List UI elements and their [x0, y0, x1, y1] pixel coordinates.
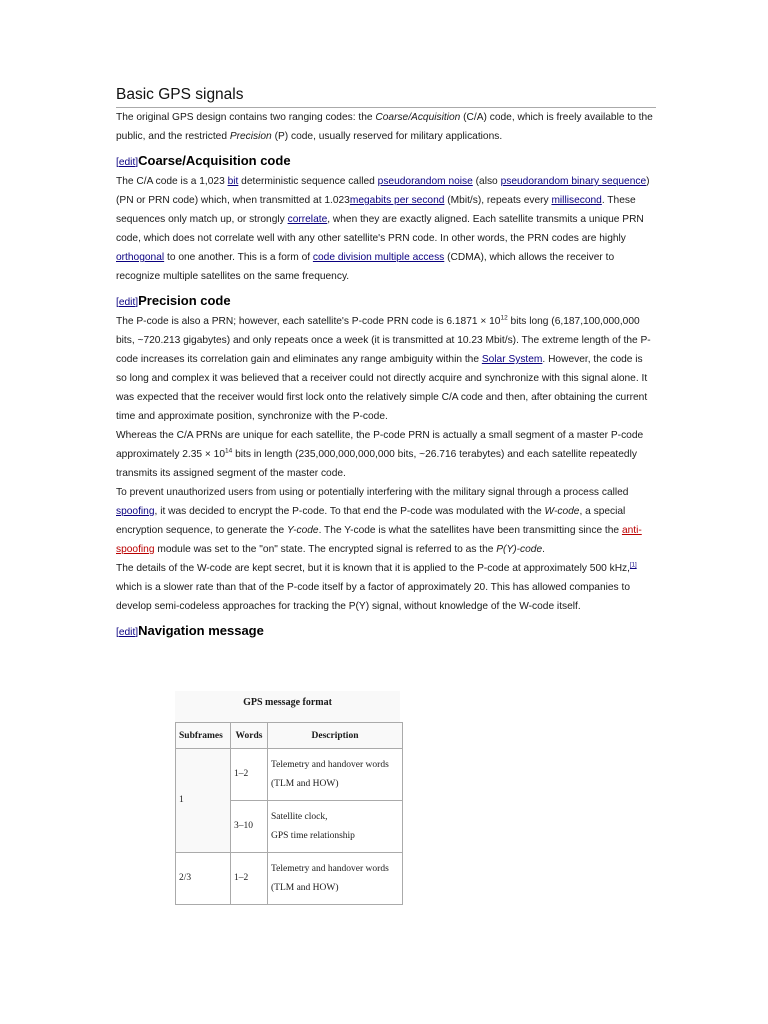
text: , a special encryption sequence, to generate the	[116, 506, 626, 536]
italic-term: P(Y)-code	[496, 544, 543, 555]
text: module was set to the "on" state. The encrypted signal is referred to as the	[154, 544, 497, 555]
link-pseudorandom-noise[interactable]: pseudorandom noise	[377, 176, 473, 187]
table-row	[176, 853, 403, 905]
description-line: GPS time relationship	[271, 830, 355, 841]
text: (Mbit/s), repeats every	[444, 195, 552, 206]
table-caption: GPS message format	[175, 691, 400, 722]
bracket: [	[116, 297, 119, 308]
section-title: Precision code	[138, 293, 231, 308]
cell-description	[268, 853, 403, 905]
text: ) (PN or PRN code) which, when transmitted at 1.023	[116, 176, 650, 206]
cell-description	[268, 801, 403, 853]
description-line: (TLM and HOW)	[271, 778, 339, 789]
section-heading-navigation	[116, 623, 656, 638]
text: The P-code is also a PRN; however, each satellite's P-code PRN code is 6.1871 × 10	[116, 316, 501, 327]
bracket: ]	[135, 297, 139, 308]
section-heading-precision	[116, 293, 656, 308]
text: , when they are exactly aligned. Each satellite transmits a unique PRN code, which does not correlate well with any other satellite's PRN code. In other words, the PRN codes are highly	[116, 214, 644, 244]
bracket: ]	[135, 157, 139, 168]
description-line: Satellite clock,	[271, 811, 328, 822]
edit-section-link[interactable]: edit	[118, 297, 136, 308]
reference-link[interactable]: [1]	[629, 562, 637, 569]
edit-section-link[interactable]: edit	[118, 627, 136, 638]
text: Whereas the C/A PRNs are unique for each satellite, the P-code PRN is actually a small segment of a master P-code approximately 2.35 × 10	[116, 430, 644, 460]
text: . These sequences only match up, or strongly	[116, 195, 636, 225]
text: (C/A) code, which is freely available to the public, and the restricted	[116, 112, 653, 142]
italic-term: Y-code	[287, 525, 319, 536]
text: which is a slower rate than that of the P-code itself by a factor of approximately 20. This has allowed companies to develop semi-codeless approaches for tracking the P(Y) signal, without knowledge of the W-code itself.	[116, 582, 630, 612]
description-line: Telemetry and handover words	[271, 759, 389, 770]
edit-section-link-wrapper	[116, 157, 138, 168]
p-code-paragraph-1	[116, 312, 656, 426]
text: (CDMA), which allows the receiver to recognize multiple satellites on the same frequency.	[116, 252, 615, 282]
text: to one another. This is a form of	[164, 252, 313, 263]
header-subframes: Subframes	[176, 723, 231, 749]
text: To prevent unauthorized users from using or potentially interfering with the military signal through a process called	[116, 487, 629, 498]
link-solar-system[interactable]: Solar System	[481, 354, 543, 365]
gps-message-format-table	[175, 691, 403, 905]
edit-section-link[interactable]: edit	[118, 157, 136, 168]
intro-paragraph	[116, 108, 656, 146]
table-header-row	[176, 723, 403, 749]
cell-words: 1–2	[231, 749, 268, 801]
link-bit[interactable]: bit	[227, 176, 239, 187]
edit-section-link-wrapper	[116, 627, 138, 638]
p-code-paragraph-3	[116, 483, 656, 559]
section-title: Coarse/Acquisition code	[138, 153, 291, 168]
text: The details of the W-code are kept secret, but it is known that it is applied to the P-code at approximately 500 kHz,	[116, 563, 630, 574]
link-orthogonal[interactable]: orthogonal	[116, 252, 165, 263]
link-correlate[interactable]: correlate	[287, 214, 328, 225]
link-pseudorandom-binary-sequence[interactable]: pseudorandom binary sequence	[500, 176, 647, 187]
p-code-paragraph-2	[116, 426, 656, 483]
ca-code-paragraph	[116, 172, 656, 286]
cell-description	[268, 749, 403, 801]
text: The original GPS design contains two ranging codes: the	[116, 112, 376, 123]
header-description: Description	[268, 723, 403, 749]
description-line: Telemetry and handover words	[271, 863, 389, 874]
section-heading-coarse-acquisition	[116, 153, 656, 168]
cell-words: 3–10	[231, 801, 268, 853]
link-code-division-multiple-access[interactable]: code division multiple access	[312, 252, 445, 263]
link-megabits-per-second[interactable]: megabits per second	[349, 195, 445, 206]
section-title: Navigation message	[138, 623, 264, 638]
edit-section-link-wrapper	[116, 297, 138, 308]
link-anti-spoofing[interactable]: anti-spoofing	[116, 525, 642, 555]
link-millisecond[interactable]: millisecond	[551, 195, 602, 206]
link-spoofing[interactable]: spoofing	[116, 506, 155, 517]
exponent: 14	[225, 447, 233, 455]
article-content	[116, 86, 656, 642]
text: .	[542, 544, 545, 555]
bracket: [	[116, 157, 119, 168]
text: . The Y-code is what the satellites have been transmitting since the	[318, 525, 622, 536]
text: . However, the code is so long and complex it was believed that a receiver could not directly acquire and synchronize with this signal alone. It was expected that the receiver would first lock onto the relatively simple C/A code and then, after obtaining the current time and approximate position, synchronize with the P-code.	[116, 354, 648, 422]
italic-term: W-code	[544, 506, 580, 517]
text: deterministic sequence called	[238, 176, 378, 187]
text: bits in length (235,000,000,000,000 bits, ~26.716 terabytes) and each satellite repeatedly transmits its assigned segment of the master code.	[116, 449, 637, 479]
cell-words: 1–2	[231, 853, 268, 905]
bracket: ]	[135, 627, 139, 638]
text: , it was decided to encrypt the P-code. To that end the P-code was modulated with the	[154, 506, 545, 517]
cell-subframe: 2/3	[176, 853, 231, 905]
table-row	[176, 749, 403, 801]
text: The C/A code is a 1,023	[116, 176, 228, 187]
header-words: Words	[231, 723, 268, 749]
exponent: 12	[500, 314, 508, 322]
description-line: (TLM and HOW)	[271, 882, 339, 893]
cell-subframe: 1	[176, 749, 231, 853]
bracket: [	[116, 627, 119, 638]
p-code-paragraph-4	[116, 559, 656, 616]
text: bits long (6,187,100,000,000 bits, ~720.213 gigabytes) and only repeats once a week (it is transmitted at 10.23 Mbit/s). The extreme length of the P-code increases its correlation gain and eliminates any range ambiguity within the	[116, 316, 651, 365]
text: (also	[472, 176, 501, 187]
page-title: Basic GPS signals	[116, 86, 656, 108]
italic-term: Coarse/Acquisition	[375, 112, 461, 123]
text: (P) code, usually reserved for military applications.	[271, 131, 503, 142]
italic-term: Precision	[229, 131, 272, 142]
